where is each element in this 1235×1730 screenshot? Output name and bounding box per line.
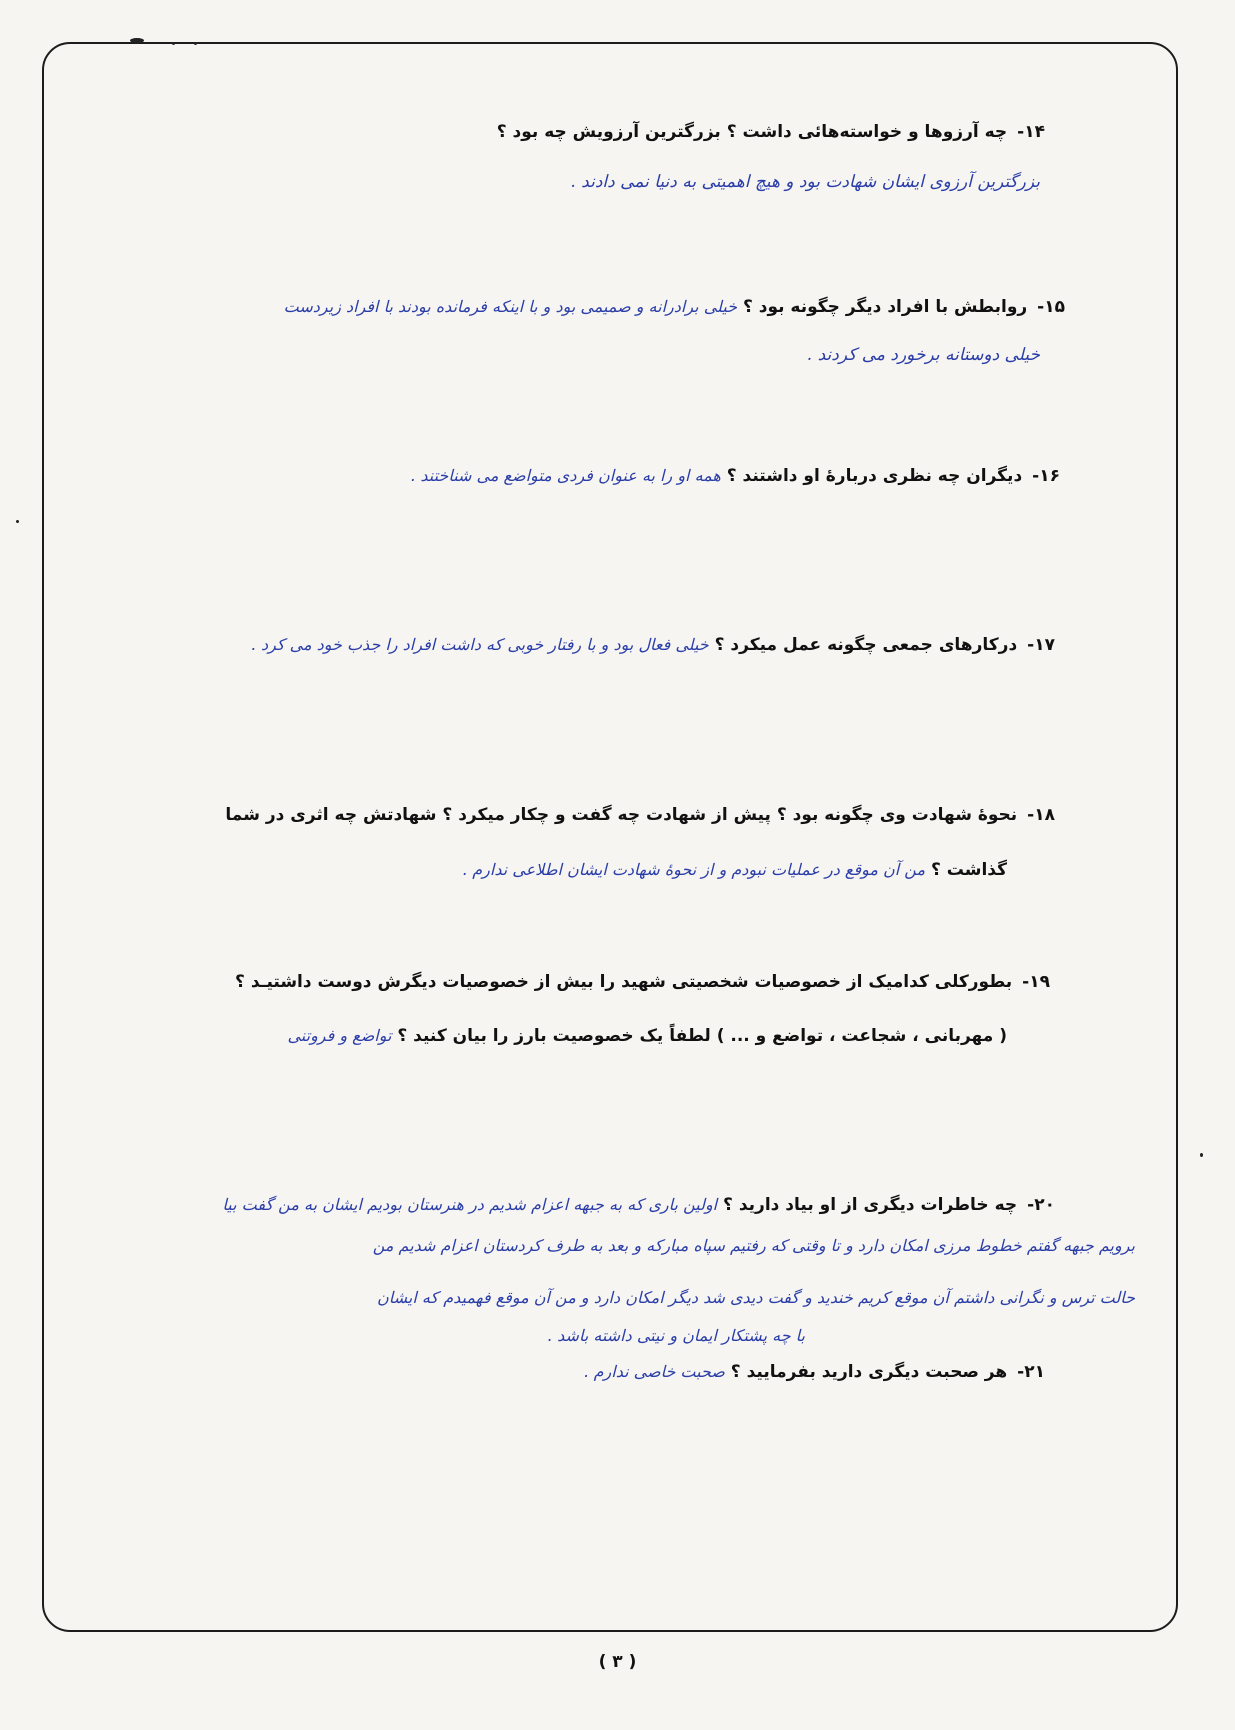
question-text: بطورکلی کدامیک از خصوصیات شخصیتی شهید را بیش از خصوصیات دیگرش دوست داشتیـد ؟ — [235, 972, 1013, 992]
answer-14-line-1: بزرگترین آرزوی ایشان شهادت بود و هیچ اهمیتی به دنیا نمی دادند . — [570, 172, 1040, 192]
question-19-cont — [287, 1026, 1007, 1046]
question-text: نحوهٔ شهادت وی چگونه بود ؟ پیش از شهادت چه گفت و چکار میکرد ؟ شهادتش چه اثری در شما — [225, 805, 1018, 825]
question-16 — [410, 466, 1060, 486]
question-text: چه خاطرات دیگری از او بیاد دارید ؟ — [723, 1195, 1018, 1215]
page-border — [42, 42, 1178, 1632]
answer-20-line-2: برویم جبهه گفتم خطوط مرزی امکان دارد و تا وقتی که رفتیم سپاه مبارکه و بعد به طرف کردستان اعزام شدیم من — [372, 1236, 1135, 1255]
question-text: درکارهای جمعی چگونه عمل میکرد ؟ — [714, 635, 1018, 655]
question-17 — [251, 635, 1055, 655]
question-19 — [235, 972, 1050, 992]
question-14 — [497, 122, 1045, 142]
answer-inline: اولین باری که به جبهه اعزام شدیم در هنرستان بودیم ایشان به من گفت بیا — [222, 1195, 718, 1214]
scan-speck — [194, 42, 197, 45]
answer-inline: همه او را به عنوان فردی متواضع می شناختند . — [410, 466, 721, 485]
question-21 — [583, 1362, 1045, 1382]
question-number: ۱۷- — [1027, 635, 1055, 655]
question-text: دیگران چه نظری دربارهٔ او داشتند ؟ — [726, 466, 1023, 486]
answer-inline: من آن موقع در عملیات نبودم و از نحوهٔ شهادت ایشان اطلاعی ندارم . — [462, 860, 926, 879]
question-20 — [222, 1195, 1055, 1215]
question-text: گذاشت ؟ — [930, 860, 1007, 880]
answer-20-line-4: با چه پشتکار ایمان و نیتی داشته باشد . — [546, 1326, 805, 1345]
answer-inline: صحبت خاصی ندارم . — [583, 1362, 725, 1381]
question-number: ۱۸- — [1027, 805, 1055, 825]
question-text: روابطش با افراد دیگر چگونه بود ؟ — [742, 297, 1028, 317]
question-text: چه آرزوها و خواسته‌هائی داشت ؟ بزرگترین آرزویش چه بود ؟ — [496, 122, 1008, 142]
scan-speck — [1200, 1153, 1203, 1157]
question-number: ۱۹- — [1022, 972, 1050, 992]
question-number: ۱۴- — [1017, 122, 1045, 142]
question-number: ۲۰- — [1027, 1195, 1055, 1215]
answer-20-line-3: حالت ترس و نگرانی داشتم آن موقع کریم خندید و گفت دیدی شد دیگر امکان دارد و من آن موقع فهمیدم که ایشان — [377, 1288, 1135, 1307]
question-number: ۲۱- — [1017, 1362, 1045, 1382]
question-18 — [225, 805, 1055, 825]
question-number: ۱۵- — [1037, 297, 1065, 317]
scan-speck — [16, 520, 19, 523]
answer-inline: خیلی برادرانه و صمیمی بود و با اینکه فرمانده بودند با افراد زیردست — [283, 297, 738, 316]
question-18-cont — [462, 860, 1007, 880]
question-text: هر صحبت دیگری دارید بفرمایید ؟ — [730, 1362, 1008, 1382]
answer-inline: تواضع و فروتنی — [287, 1026, 392, 1045]
answer-15-line-2: خیلی دوستانه برخورد می کردند . — [806, 345, 1040, 365]
question-15 — [284, 297, 1065, 317]
question-text: ( مهربانی ، شجاعت ، تواضع و ... ) لطفاً یک خصوصیت بارز را بیان کنید ؟ — [397, 1026, 1007, 1046]
question-number: ۱۶- — [1032, 466, 1060, 486]
page-number: ( ۳ ) — [598, 1652, 637, 1672]
scan-speck — [172, 42, 175, 45]
scan-speck — [130, 38, 144, 43]
answer-inline: خیلی فعال بود و با رفتار خوبی که داشت افراد را جذب خود می کرد . — [250, 635, 709, 654]
